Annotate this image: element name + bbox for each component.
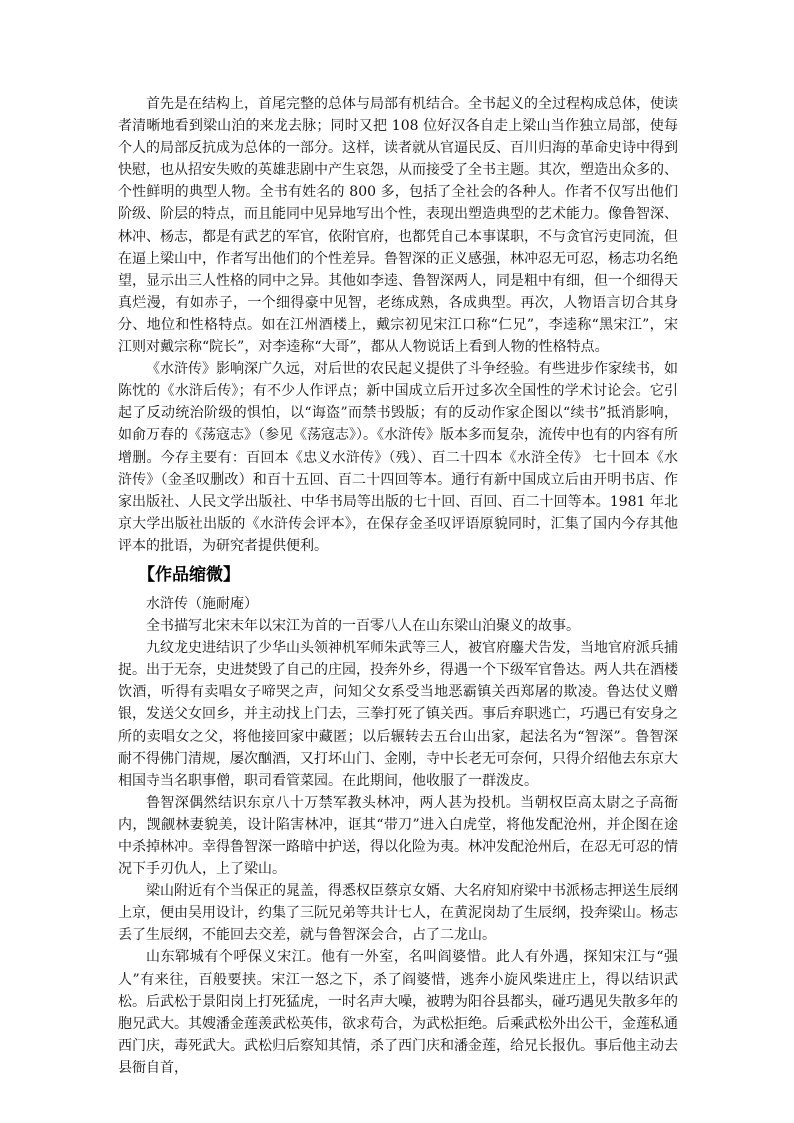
document-page xyxy=(118,93,678,1079)
work-title: 水浒传（施耐庵） xyxy=(146,595,258,612)
section-heading: 【作品缩微】 xyxy=(138,564,240,585)
body-paragraph: 全书描写北宋末年以宋江为首的一百零八人在山东梁山泊聚义的故事。 xyxy=(146,618,580,635)
body-paragraph: 首先是在结构上，首尾完整的总体与局部有机结合。全书起义的全过程构成总体，使读者清晰地看到梁山泊的来龙去脉；同时又把 108 位好汉各自走上梁山当作独立局部，使每个人的局部反抗成为总体的一部分。这样，读者就从官逼民反、百川归海的革命史诗中得到快慰，也从招安失败的英雄悲剧中产生哀怨，从而接受了全书主题。其次，塑造出众多的、个性鲜明的典型人物。全书有姓名的 800 多，包括了全社会的各种人。作者不仅写出他们阶级、阶层的特点，而且能同中见异地写出个性，表现出塑造典型的艺术能力。像鲁智深、林冲、杨志，都是有武艺的军官，依附官府，也都凭自己本事谋职，不与贪官污吏同流，但在逼上梁山中，作者写出他们的个性差异。鲁智深的正义感强，林冲忍无可忍，杨志功名绝望，显示出三人性格的同中之异。其他如李逵、鲁智深两人，同是粗中有细，但一个细得天真烂漫，有如赤子，一个细得豪中见智，老练成熟，各成典型。再次，人物语言切合其身分、地位和性格特点。如在江州酒楼上，戴宗初见宋江口称“仁兄”，李逵称“黑宋江”，宋江则对戴宗称“院长”，对李逵称“大哥”，都从人物说话上看到人物的性格特点。 xyxy=(118,96,678,356)
body-paragraph: 山东郓城有个呼保义宋江。他有一外室，名叫阎婆惜。此人有外遇，探知宋江与“强人”有来往，百般要挟。宋江一怒之下，杀了阎婆惜，逃奔小旋风柴进庄上，得以结识武松。后武松于景阳岗上打死猛虎，一时名声大噪，被聘为阳谷县都头，碰巧遇见失散多年的胞兄武大。其嫂潘金莲羡武松英伟，欲求苟合，为武松拒绝。后乘武松外出公干，金莲私通西门庆，毒死武大。武松归后察知其情，杀了西门庆和潘金莲，给兄长报仇。事后他主动去县衙自首， xyxy=(118,949,678,1076)
body-paragraph: 鲁智深偶然结识东京八十万禁军教头林冲，两人甚为投机。当朝权臣高太尉之子高衙内，觊觎林妻貌美，设计陷害林冲，诓其“带刀”进入白虎堂，将他发配沧州，并企图在途中杀掉林冲。幸得鲁智深一路暗中护送，得以化险为夷。林冲发配沧州后，在忍无可忍的情况下手刃仇人，上了梁山。 xyxy=(118,794,678,878)
body-paragraph: 九纹龙史进结识了少华山头领神机军师朱武等三人，被官府鏖犬告发，当地官府派兵捕捉。出于无奈，史进焚毁了自己的庄园，投奔外乡，得遇一个下级军官鲁达。两人共在酒楼饮酒，听得有卖唱女子啼哭之声，问知父女系受当地恶霸镇关西郑屠的欺凌。鲁达仗义赠银，发送父女回乡，并主动找上门去，三拳打死了镇关西。事后弃职逃亡，巧遇已有安身之所的卖唱女之父，将他接回家中藏匿；以后辗转去五台山出家，起法名为“智深”。鲁智深耐不得佛门清规，屡次酗酒，又打坏山门、金刚，寺中长老无可奈何，只得介绍他去东京大相国寺当名职事僧，职司看管菜园。在此期间，他收服了一群泼皮。 xyxy=(118,640,678,789)
body-paragraph: 梁山附近有个当保正的晁盖，得悉权臣蔡京女婿、大名府知府梁中书派杨志押送生辰纲上京，便由吴用设计，约集了三阮兄弟等共计七人，在黄泥岗劫了生辰纲，投奔梁山。杨志丢了生辰纲，不能回去交差，就与鲁智深会合，占了二龙山。 xyxy=(118,883,678,944)
body-paragraph: 《水浒传》影响深广久远，对后世的农民起义提供了斗争经验。有些进步作家续书，如陈忱的《水浒后传》；有不少人作评点；新中国成立后开过多次全国性的学术讨论会。它引起了反动统治阶级的惧怕，以“诲盗”而禁书毁版；有的反动作家企图以“续书”抵消影响，如俞万春的《荡寇志》（参见《荡寇志》）。《水浒传》版本多而复杂，流传中也有的内容有所增删。今存主要有：百回本《忠义水浒传》（残）、百二十四本《水浒全传》 七十回本《水浒传》（金圣叹删改）和百十五回、百二十四回等本。通行有新中国成立后由开明书店、作家出版社、人民文学出版社、中华书局等出版的七十回、百回、百二十回等本。1981 年北京大学出版社出版的《水浒传会评本》，在保存金圣叹评语原貌同时，汇集了国内今存其他评本的批语，为研究者提供便利。 xyxy=(118,361,678,554)
